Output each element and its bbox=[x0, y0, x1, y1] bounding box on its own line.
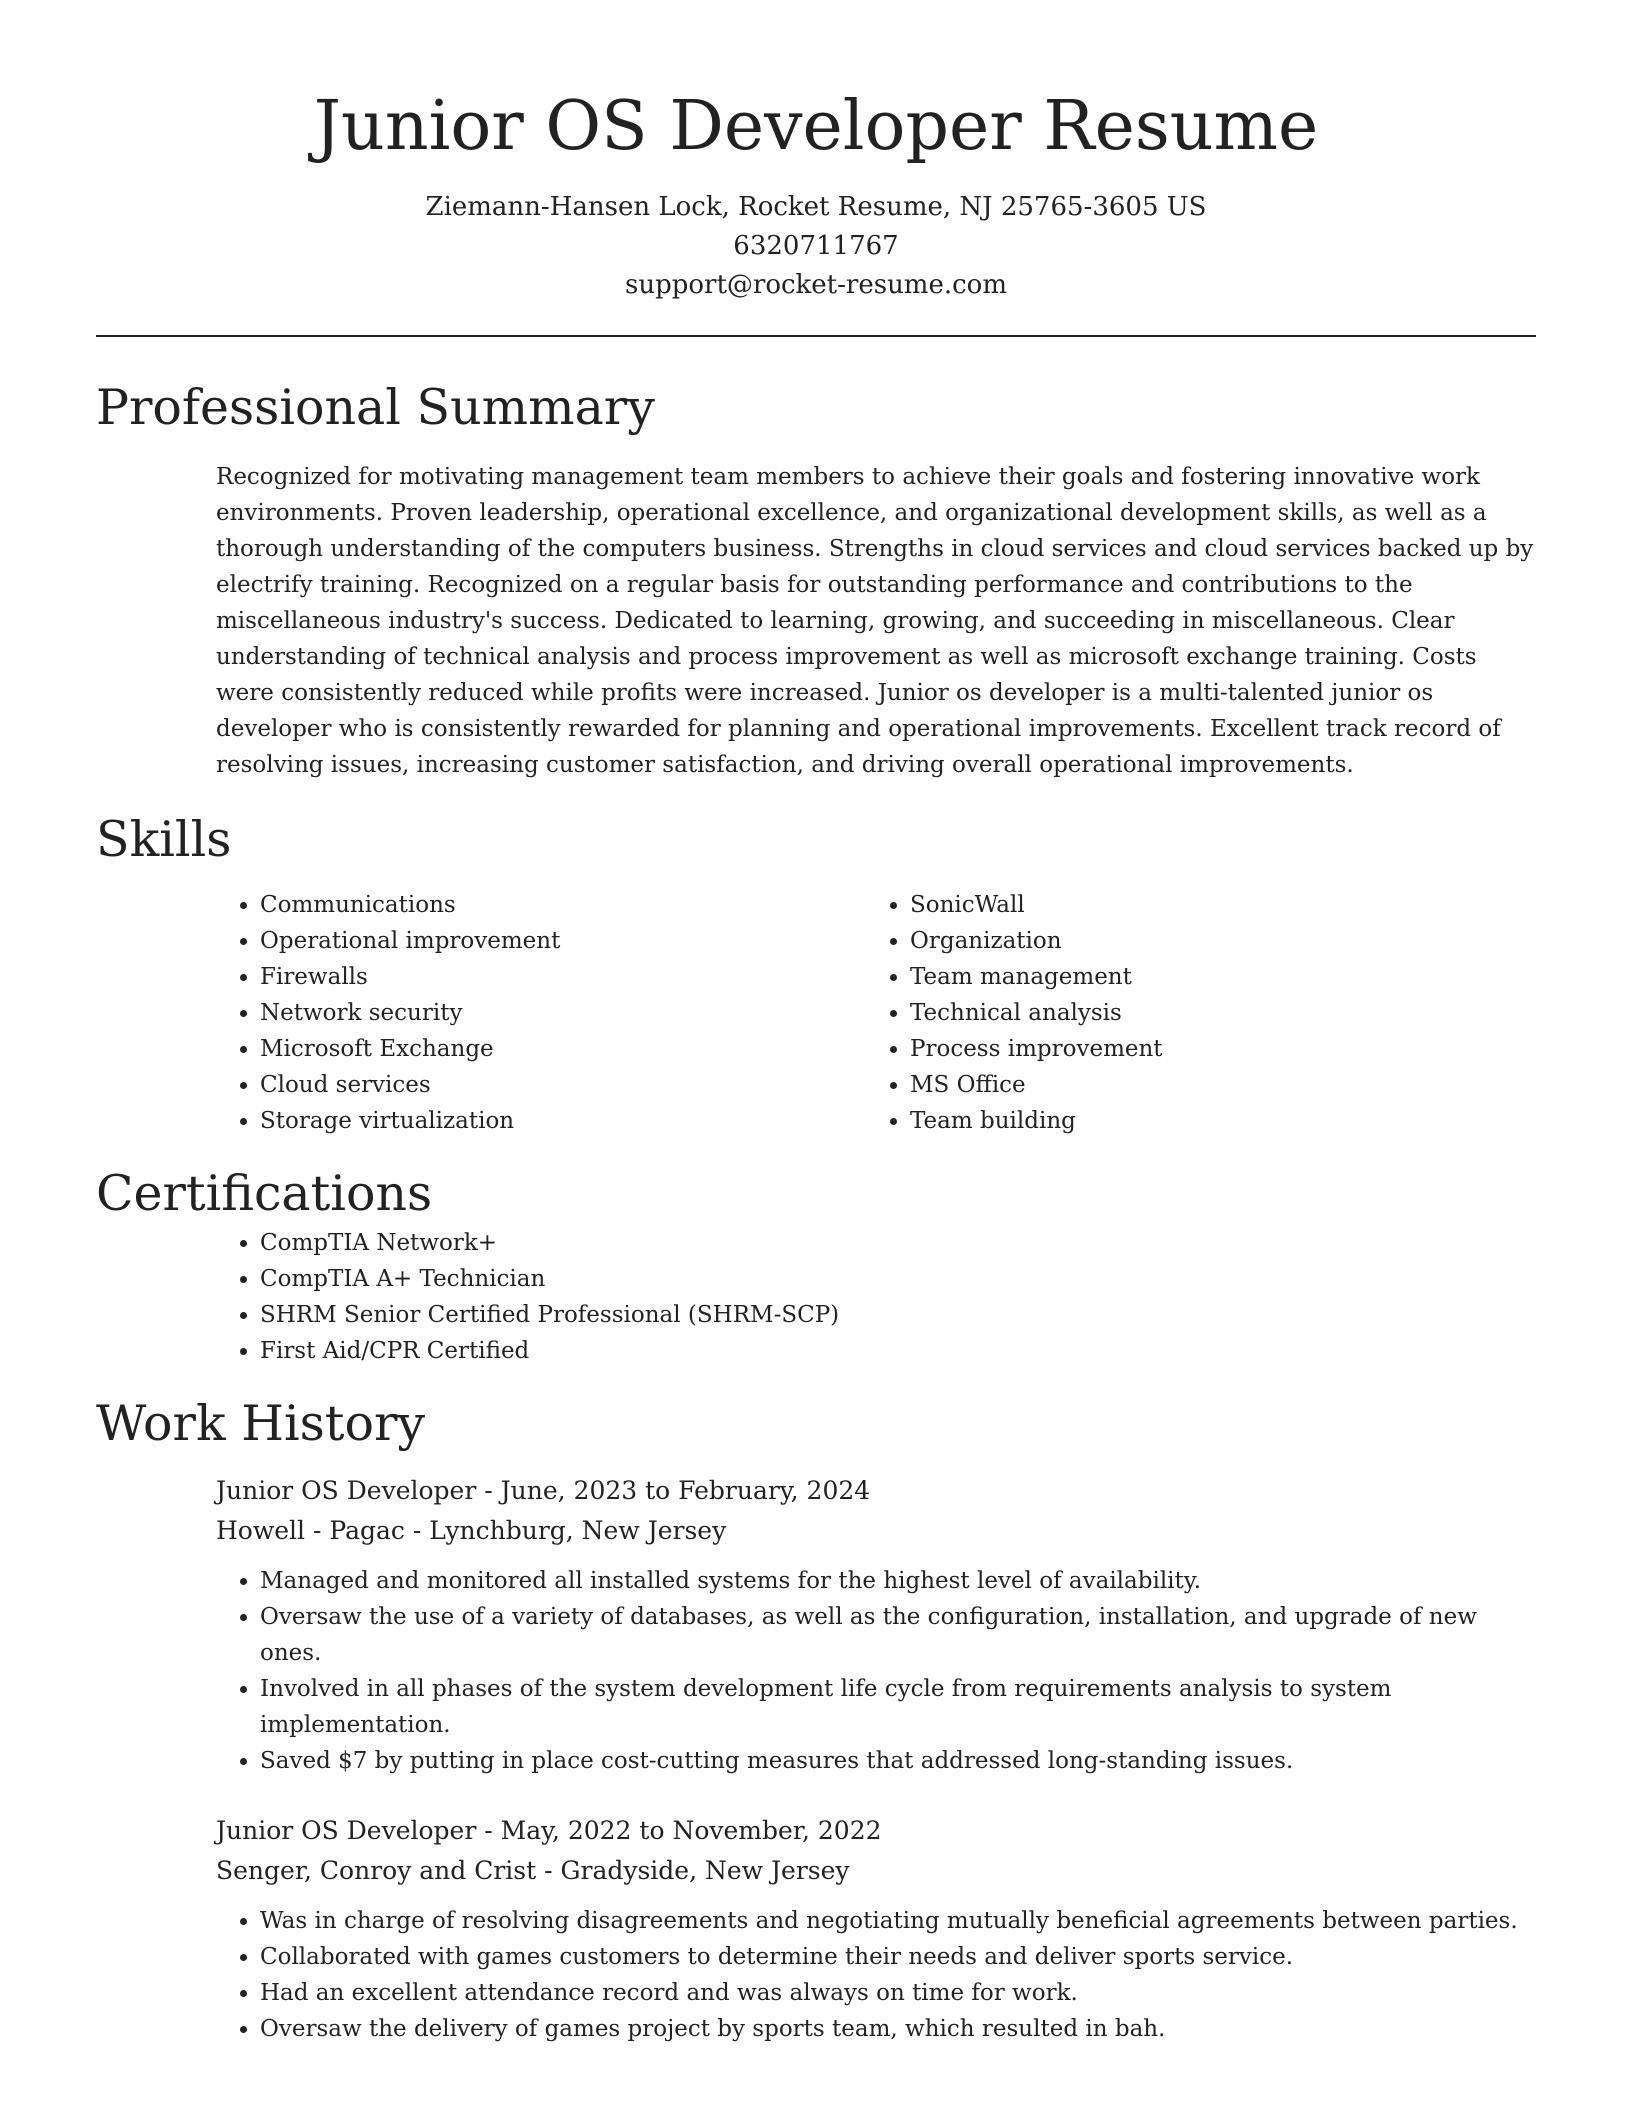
skills-column-left bbox=[96, 887, 746, 1139]
skill-item: • Team management bbox=[910, 959, 1396, 995]
job-duty: • Oversaw the delivery of games project by sports team, which resulted in bah. bbox=[260, 2011, 1536, 2047]
work-history-heading: Work History bbox=[96, 1395, 426, 1452]
skill-item: • Storage virtualization bbox=[260, 1103, 746, 1139]
certification-item: • First Aid/CPR Certified bbox=[260, 1333, 1536, 1369]
certifications-heading: Certifications bbox=[96, 1165, 433, 1222]
job-duty: • Involved in all phases of the system development life cycle from requirements analysis to system implementation. bbox=[260, 1671, 1536, 1743]
job-title-dates: Junior OS Developer - June, 2023 to February, 2024 bbox=[216, 1476, 871, 1505]
skill-item: • Organization bbox=[910, 923, 1396, 959]
certification-item: • CompTIA Network+ bbox=[260, 1225, 1536, 1261]
skill-item: • MS Office bbox=[910, 1067, 1396, 1103]
skills-list bbox=[96, 887, 1536, 1139]
contact-block bbox=[96, 188, 1536, 305]
job-duty: • Managed and monitored all installed systems for the highest level of availability. bbox=[260, 1563, 1536, 1599]
contact-phone: 6320711767 bbox=[733, 231, 899, 261]
summary-text: Recognized for motivating management team members to achieve their goals and fostering innovative work environments. Proven leadership, operational excellence, and organizational development skills, as well as a thorough understanding of the computers business. Strengths in cloud services and cloud services backed up by electrify training. Recognized on a regular basis for outstanding performance and contributions to the miscellaneous industry's success. Dedicated to learning, growing, and succeeding in miscellaneous. Clear understanding of technical analysis and process improvement as well as microsoft exchange training. Costs were consistently reduced while profits were increased. Junior os developer is a multi-talented junior os developer who is consistently rewarded for planning and operational improvements. Excellent track record of resolving issues, increasing customer satisfaction, and driving overall operational improvements. bbox=[216, 464, 1534, 778]
summary-heading: Professional Summary bbox=[96, 379, 655, 436]
job-title-dates: Junior OS Developer - May, 2022 to November, 2022 bbox=[216, 1816, 882, 1845]
certification-item: • SHRM Senior Certified Professional (SHRM-SCP) bbox=[260, 1297, 1536, 1333]
job-company-location: Senger, Conroy and Crist - Gradyside, New Jersey bbox=[216, 1856, 850, 1885]
certification-item: • CompTIA A+ Technician bbox=[260, 1261, 1536, 1297]
skills-column-right bbox=[746, 887, 1396, 1139]
contact-email: support@rocket-resume.com bbox=[624, 270, 1007, 300]
skill-item: • Microsoft Exchange bbox=[260, 1031, 746, 1067]
skill-item: • Network security bbox=[260, 995, 746, 1031]
skill-item: • Technical analysis bbox=[910, 995, 1396, 1031]
job-duty: • Saved $7 by putting in place cost-cutting measures that addressed long-standing issues. bbox=[260, 1743, 1536, 1779]
skills-heading: Skills bbox=[96, 811, 232, 868]
skill-item: • Process improvement bbox=[910, 1031, 1396, 1067]
job-duty: • Had an excellent attendance record and was always on time for work. bbox=[260, 1975, 1536, 2011]
job-company-location: Howell - Pagac - Lynchburg, New Jersey bbox=[216, 1516, 727, 1545]
contact-address: Ziemann-Hansen Lock, Rocket Resume, NJ 25765-3605 US bbox=[425, 192, 1207, 222]
skill-item: • Communications bbox=[260, 887, 746, 923]
skill-item: • Firewalls bbox=[260, 959, 746, 995]
skill-item: • Cloud services bbox=[260, 1067, 746, 1103]
skill-item: • Team building bbox=[910, 1103, 1396, 1139]
skill-item: • Operational improvement bbox=[260, 923, 746, 959]
skill-item: • SonicWall bbox=[910, 887, 1396, 923]
job-duties-list bbox=[216, 1563, 1536, 1779]
resume-title: Junior OS Developer Resume bbox=[313, 87, 1319, 166]
resume-page bbox=[96, 0, 1536, 2047]
job-duty: • Oversaw the use of a variety of databases, as well as the configuration, installation, and upgrade of new ones. bbox=[260, 1599, 1536, 1671]
job-duty: • Collaborated with games customers to determine their needs and deliver sports service. bbox=[260, 1939, 1536, 1975]
job-entry bbox=[216, 1471, 1536, 1779]
job-entry bbox=[216, 1811, 1536, 2047]
certifications-list bbox=[96, 1225, 1536, 1369]
job-duties-list bbox=[216, 1903, 1536, 2047]
header-divider bbox=[96, 335, 1536, 337]
job-duty: • Was in charge of resolving disagreements and negotiating mutually beneficial agreements between parties. bbox=[260, 1903, 1536, 1939]
